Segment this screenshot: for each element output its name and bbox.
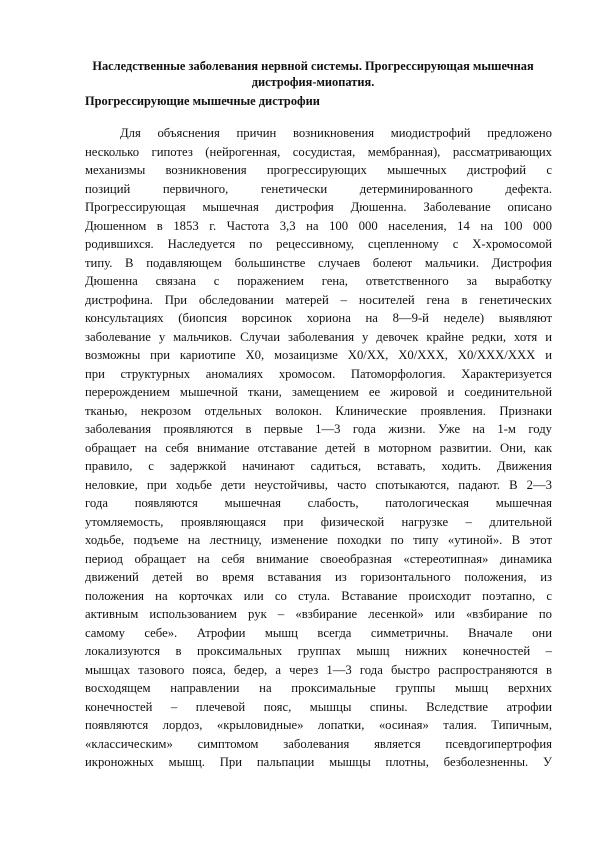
document-title: Наследственные заболевания нервной системы. Прогрессирующая мышечная дистрофия-миопатия. <box>92 59 534 89</box>
body-text-line: возможны при кариотипе Х0, мозаицизме Х0/ХХ, Х0/ХХХ, Х0/ХХХ/ХХХ и <box>85 348 552 362</box>
body-text-line: ходьбе, подъеме на лестницу, изменение походки по типу «утиной». В этот <box>85 533 552 547</box>
body-text-line: при структурных аномалиях хромосом. Патоморфология. Характеризуется <box>85 366 552 381</box>
body-text-line: «классическим» симптомом заболевания является псевдогипертрофия <box>85 736 552 751</box>
body-text-line: утомляемость, проявляющаяся при физической нагрузке – длительной <box>85 514 552 529</box>
section-heading: Прогрессирующие мышечные дистрофии <box>85 94 320 108</box>
body-text-line: движений детей во время вставания из горизонтального положения, из <box>85 570 552 584</box>
body-paragraph <box>85 124 552 772</box>
body-text-line: икроножных мышц. При пальпации мышцы плотны, безболезненны. У <box>85 755 552 769</box>
body-text-line: консультациях (биопсия ворсинок хориона на 8—9-й неделе) выявляют <box>85 311 552 325</box>
body-text-line: Дюшенна связана с поражением гена, ответственного за выработку <box>85 274 552 288</box>
body-text-line: тканью, некрозом отдельных волокон. Клинические проявления. Признаки <box>85 403 552 418</box>
body-text-line: самому себе». Атрофии мышц всегда симметричны. Вначале они <box>85 625 552 640</box>
body-text-line: типу. В подавляющем большинстве случаев болеют мальчики. Дистрофия <box>85 255 552 270</box>
body-text-line: появляются лордоз, «крыловидные» лопатки, «осиная» талия. Типичным, <box>85 718 552 732</box>
body-text-line: неловкие, при ходьбе дети неустойчивы, часто спотыкаются, падают. В 2—3 <box>85 477 552 492</box>
body-text-line: года появляются мышечная слабость, патологическая мышечная <box>85 496 552 510</box>
body-text-line: дистрофина. При обследовании матерей – носителей гена в генетических <box>85 292 552 307</box>
body-text-line: активным использованием рук – «взбирание лесенкой» или «взбирание по <box>85 607 552 621</box>
body-text-line: позиций первичного, генетически детерминированного дефекта. <box>85 181 552 196</box>
body-text-line: мышцах тазового пояса, бедер, а через 1—3 года быстро распространяются в <box>85 662 552 677</box>
body-text-line: Дюшенном в 1853 г. Частота 3,3 на 100 000 населения, 14 на 100 000 <box>85 218 552 233</box>
body-text-line: положения на корточках или со стула. Вставание происходит поэтапно, с <box>85 588 552 603</box>
body-text-line: перерождением мышечной ткани, замещением ее жировой и соединительной <box>85 385 552 399</box>
body-text-line: родившихся. Наследуется по рецессивному, сцепленному с Х-хромосомой <box>85 237 552 251</box>
body-text-line: период обращает на себя внимание своеобразная «стереотипная» динамика <box>85 551 552 566</box>
body-text-line: обращает на себя внимание отставание детей в моторном развитии. Они, как <box>85 440 552 455</box>
body-text-line: несколько гипотез (нейрогенная, сосудистая, мембранная), рассматривающих <box>85 144 552 159</box>
body-text-line: механизмы возникновения прогрессирующих мышечных дистрофий с <box>85 163 552 177</box>
body-text-line: Для объяснения причин возникновения миодистрофий предложено <box>120 126 552 140</box>
body-text-line: конечностей – плечевой пояс, мышцы спины. Вследствие атрофии <box>85 699 552 714</box>
body-text-line: локализуются в проксимальных группах мышц нижних конечностей – <box>85 644 552 658</box>
body-text-line: заболевания проявляются в первые 1—3 года жизни. Уже на 1-м году <box>85 422 552 436</box>
body-text-line: Прогрессирующая мышечная дистрофия Дюшенна. Заболевание описано <box>85 200 552 214</box>
body-text-line: заболевание у мальчиков. Случаи заболевания у девочек крайне редки, хотя и <box>85 329 552 344</box>
body-text-line: правило, с задержкой начинают садиться, вставать, ходить. Движения <box>85 459 552 473</box>
body-text-line: восходящем направлении на проксимальные группы мышц верхних <box>85 681 552 695</box>
